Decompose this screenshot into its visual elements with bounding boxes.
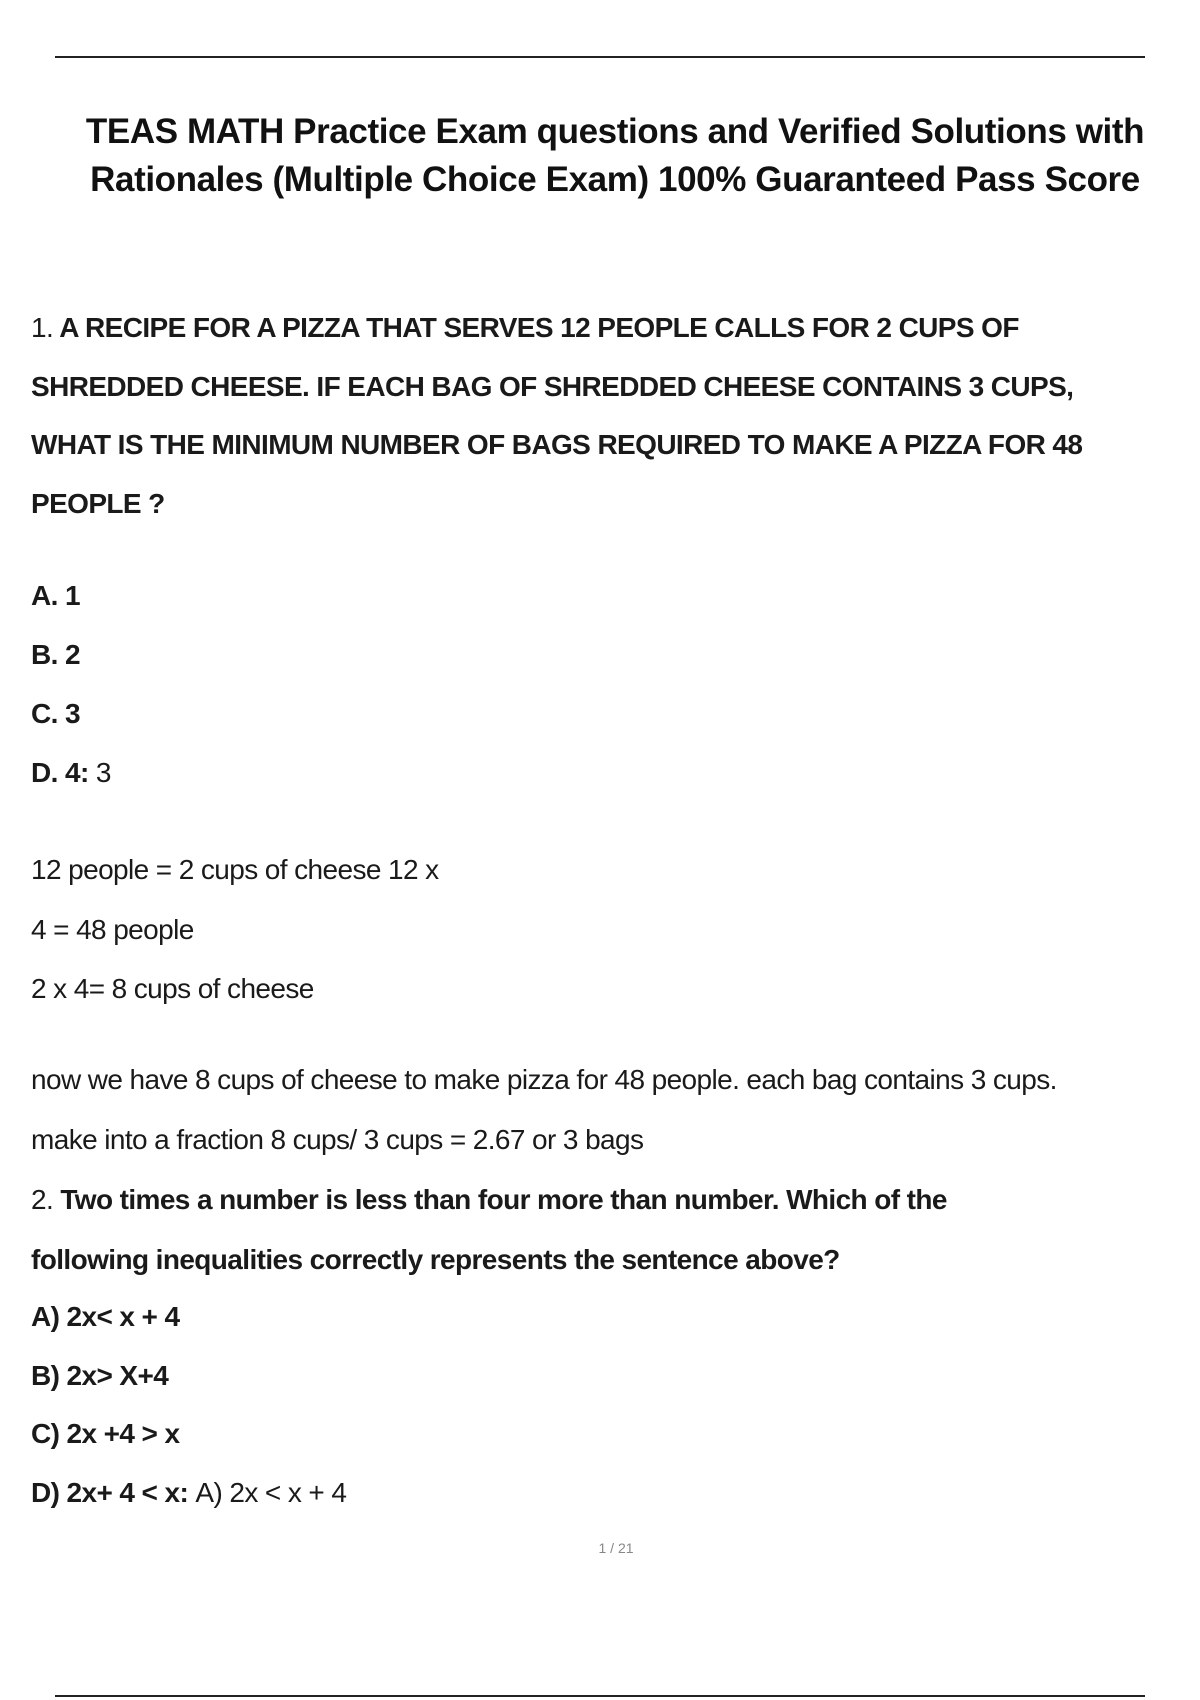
top-rule <box>55 56 1145 58</box>
question-1-line: SHREDDED CHEESE. IF EACH BAG OF SHREDDED CHEESE CONTAINS 3 CUPS, <box>31 370 1074 402</box>
option-a: A. 1 <box>31 580 80 611</box>
explanation-line: now we have 8 cups of cheese to make pizza for 48 people. each bag contains 3 cups. <box>31 1064 1057 1095</box>
option-c: C) 2x +4 > x <box>31 1418 180 1449</box>
work-line: 2 x 4= 8 cups of cheese <box>31 973 314 1004</box>
question-1-work <box>31 840 1171 1019</box>
document-title <box>40 108 1190 204</box>
question-1-line: WHAT IS THE MINIMUM NUMBER OF BAGS REQUIRED TO MAKE A PIZZA FOR 48 <box>31 429 1083 460</box>
question-1-line: PEOPLE ? <box>31 487 165 519</box>
page-number: 1 / 21 <box>598 1540 634 1556</box>
work-line: 4 = 48 people <box>31 913 194 945</box>
question-1-line: 1. A RECIPE FOR A PIZZA THAT SERVES 12 PEOPLE CALLS FOR 2 CUPS OF <box>31 312 1019 343</box>
question-2-number: 2. <box>31 1184 54 1215</box>
work-line: 12 people = 2 cups of cheese 12 x <box>31 854 439 885</box>
question-2-text <box>31 1170 1171 1290</box>
question-1-options <box>31 566 1171 802</box>
question-2-answer: A) 2x < x + 4 <box>195 1476 347 1508</box>
option-d: D) 2x+ 4 < x: A) 2x < x + 4 <box>31 1476 347 1508</box>
option-b: B) 2x> X+4 <box>31 1359 169 1391</box>
question-2-line: 2. Two times a number is less than four more than number. Which of the <box>31 1184 947 1215</box>
option-a: A) 2x< x + 4 <box>31 1301 180 1332</box>
option-b: B. 2 <box>31 639 80 670</box>
question-1-explanation <box>31 1050 1171 1170</box>
question-1-number: 1. <box>31 312 54 343</box>
option-c: C. 3 <box>31 698 80 729</box>
explanation-line: make into a fraction 8 cups/ 3 cups = 2.67 or 3 bags <box>31 1124 644 1155</box>
question-1-text <box>31 299 1171 533</box>
question-1-answer: 3 <box>95 757 111 788</box>
bottom-rule <box>55 1695 1145 1697</box>
question-2-line: following inequalities correctly represents the sentence above? <box>31 1244 840 1275</box>
question-2-options <box>31 1288 1171 1522</box>
title-line-1: TEAS MATH Practice Exam questions and Verified Solutions with <box>85 112 1145 151</box>
title-line-2: Rationales (Multiple Choice Exam) 100% Guaranteed Pass Score <box>90 160 1140 199</box>
option-d: D. 4: 3 <box>31 757 111 788</box>
